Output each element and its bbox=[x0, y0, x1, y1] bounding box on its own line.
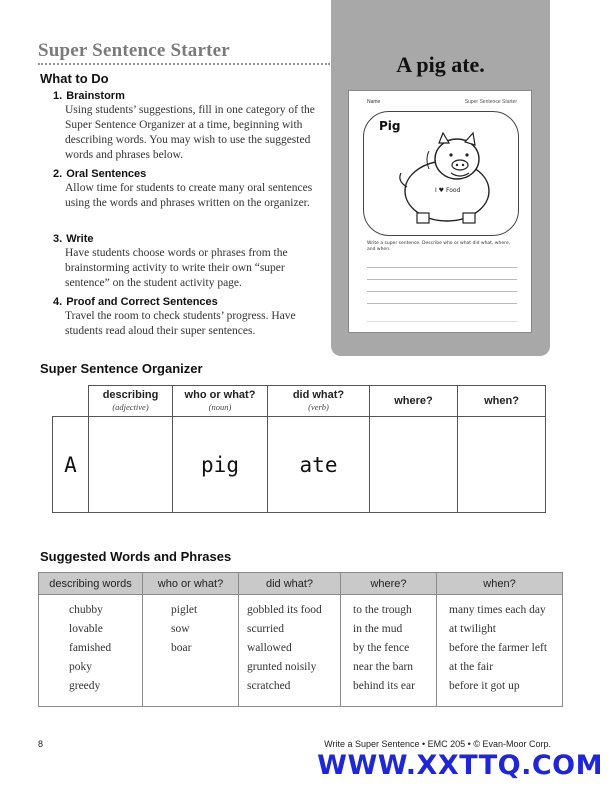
list-item: famished bbox=[69, 642, 112, 654]
suggested-words-table bbox=[38, 572, 563, 707]
organizer-corner-cell bbox=[53, 386, 89, 417]
column-sublabel: (adjective) bbox=[112, 402, 149, 412]
organizer-cell bbox=[370, 417, 458, 513]
list-item: at the fair bbox=[449, 661, 494, 673]
step-body: Have students choose words or phrases from the brainstorming activity to write their own “super sentence” on the student activity page. bbox=[65, 247, 288, 289]
list-item: gobbled its food bbox=[247, 604, 322, 616]
column-label: did what? bbox=[292, 389, 345, 401]
super-sentence-organizer bbox=[52, 385, 546, 513]
list-item: scratched bbox=[247, 680, 291, 692]
step-proof-and-correct bbox=[53, 296, 315, 339]
thumbnail-card-label: Pig bbox=[379, 119, 401, 133]
thumbnail-footer-line bbox=[367, 321, 517, 322]
list-item: at twilight bbox=[449, 623, 496, 635]
list-item: before the farmer left bbox=[449, 642, 548, 654]
list-item: scurried bbox=[247, 623, 285, 635]
list-item: lovable bbox=[69, 623, 103, 635]
list-item: grunted noisily bbox=[247, 661, 317, 673]
thumbnail-name-label: Name bbox=[367, 99, 381, 105]
organizer-header-where bbox=[370, 386, 458, 417]
organizer-heading: Super Sentence Organizer bbox=[40, 361, 203, 376]
column-sublabel: (verb) bbox=[308, 402, 329, 412]
organizer-cell bbox=[458, 417, 546, 513]
step-body: Using students’ suggestions, fill in one category of the Super Sentence Organizer at a time, beginning with describing words. You may wish to use the suggested words and phrases below. bbox=[65, 104, 315, 161]
thumbnail-writing-line bbox=[367, 267, 517, 268]
organizer-header-row bbox=[53, 386, 546, 417]
step-title: Brainstorm bbox=[66, 90, 125, 102]
step-title: Proof and Correct Sentences bbox=[66, 296, 218, 308]
suggested-header-cell: where? bbox=[341, 573, 437, 595]
list-item: many times each day bbox=[449, 604, 546, 616]
list-item: sow bbox=[171, 623, 190, 635]
organizer-entry-row bbox=[53, 417, 546, 513]
step-title: Write bbox=[66, 233, 94, 245]
pig-illustration-icon bbox=[389, 129, 499, 229]
step-brainstorm bbox=[53, 90, 315, 163]
thumbnail-instructions: Write a super sentence. Describe who or what did what, where, and when. bbox=[367, 241, 511, 252]
list-item: by the fence bbox=[353, 642, 410, 654]
step-number: 4. bbox=[53, 296, 63, 308]
title-divider bbox=[38, 63, 330, 65]
thumbnail-writing-line bbox=[367, 303, 517, 304]
suggested-cell bbox=[39, 595, 143, 707]
organizer-header-who-or-what bbox=[173, 386, 268, 417]
list-item: behind its ear bbox=[353, 680, 415, 692]
organizer-cell bbox=[89, 417, 173, 513]
column-label: describing bbox=[102, 389, 159, 401]
activity-page-thumbnail bbox=[348, 90, 532, 333]
example-panel bbox=[331, 0, 550, 356]
step-title: Oral Sentences bbox=[66, 168, 147, 180]
suggested-header-cell: when? bbox=[437, 573, 563, 595]
suggested-cell bbox=[341, 595, 437, 707]
thumbnail-writing-line bbox=[367, 291, 517, 292]
suggested-header-cell: did what? bbox=[239, 573, 341, 595]
suggested-header-row bbox=[39, 573, 563, 595]
step-number: 2. bbox=[53, 168, 63, 180]
list-item: boar bbox=[171, 642, 192, 654]
footer-credit: Write a Super Sentence • EMC 205 • © Evan-Moor Corp. bbox=[324, 739, 551, 749]
watermark: WWW.XXTTQ.COM bbox=[317, 750, 603, 781]
example-sentence: A pig ate. bbox=[396, 52, 485, 77]
suggested-body-row bbox=[39, 595, 563, 707]
list-item: chubby bbox=[69, 604, 103, 616]
step-oral-sentences bbox=[53, 168, 315, 211]
step-body: Allow time for students to create many oral sentences using the words and phrases written on the organizer. bbox=[65, 182, 313, 209]
suggested-cell bbox=[143, 595, 239, 707]
suggested-cell bbox=[437, 595, 563, 707]
column-label: who or what? bbox=[184, 389, 256, 401]
what-to-do-heading: What to Do bbox=[40, 71, 109, 86]
list-item: greedy bbox=[69, 680, 101, 692]
thumbnail-shirt-text: I ♥ Food bbox=[435, 187, 461, 194]
organizer-header-when bbox=[458, 386, 546, 417]
suggested-cell bbox=[239, 595, 341, 707]
page-title: Super Sentence Starter bbox=[38, 40, 230, 61]
organizer-cell: pig bbox=[173, 417, 268, 513]
list-item: in the mud bbox=[353, 623, 403, 635]
step-number: 1. bbox=[53, 90, 63, 102]
page-number: 8 bbox=[38, 739, 44, 749]
step-number: 3. bbox=[53, 233, 63, 245]
organizer-header-did-what bbox=[268, 386, 370, 417]
thumbnail-writing-line bbox=[367, 279, 517, 280]
suggested-header-cell: describing words bbox=[39, 573, 143, 595]
list-item: before it got up bbox=[449, 680, 520, 692]
column-sublabel: (noun) bbox=[208, 402, 232, 412]
organizer-cell: A bbox=[53, 417, 89, 513]
step-body: Travel the room to check students’ progress. Have students read aloud their super sentences. bbox=[65, 310, 296, 337]
organizer-cell: ate bbox=[268, 417, 370, 513]
list-item: near the barn bbox=[353, 661, 414, 673]
column-label: where? bbox=[394, 395, 433, 407]
step-write bbox=[53, 233, 315, 291]
list-item: piglet bbox=[171, 604, 198, 616]
list-item: poky bbox=[69, 661, 92, 673]
list-item: to the trough bbox=[353, 604, 412, 616]
suggested-heading: Suggested Words and Phrases bbox=[40, 549, 232, 564]
suggested-header-cell: who or what? bbox=[143, 573, 239, 595]
column-label: when? bbox=[484, 395, 519, 407]
list-item: wallowed bbox=[247, 642, 292, 654]
organizer-header-describing bbox=[89, 386, 173, 417]
thumbnail-header: Super Sentence Starter bbox=[464, 99, 517, 105]
